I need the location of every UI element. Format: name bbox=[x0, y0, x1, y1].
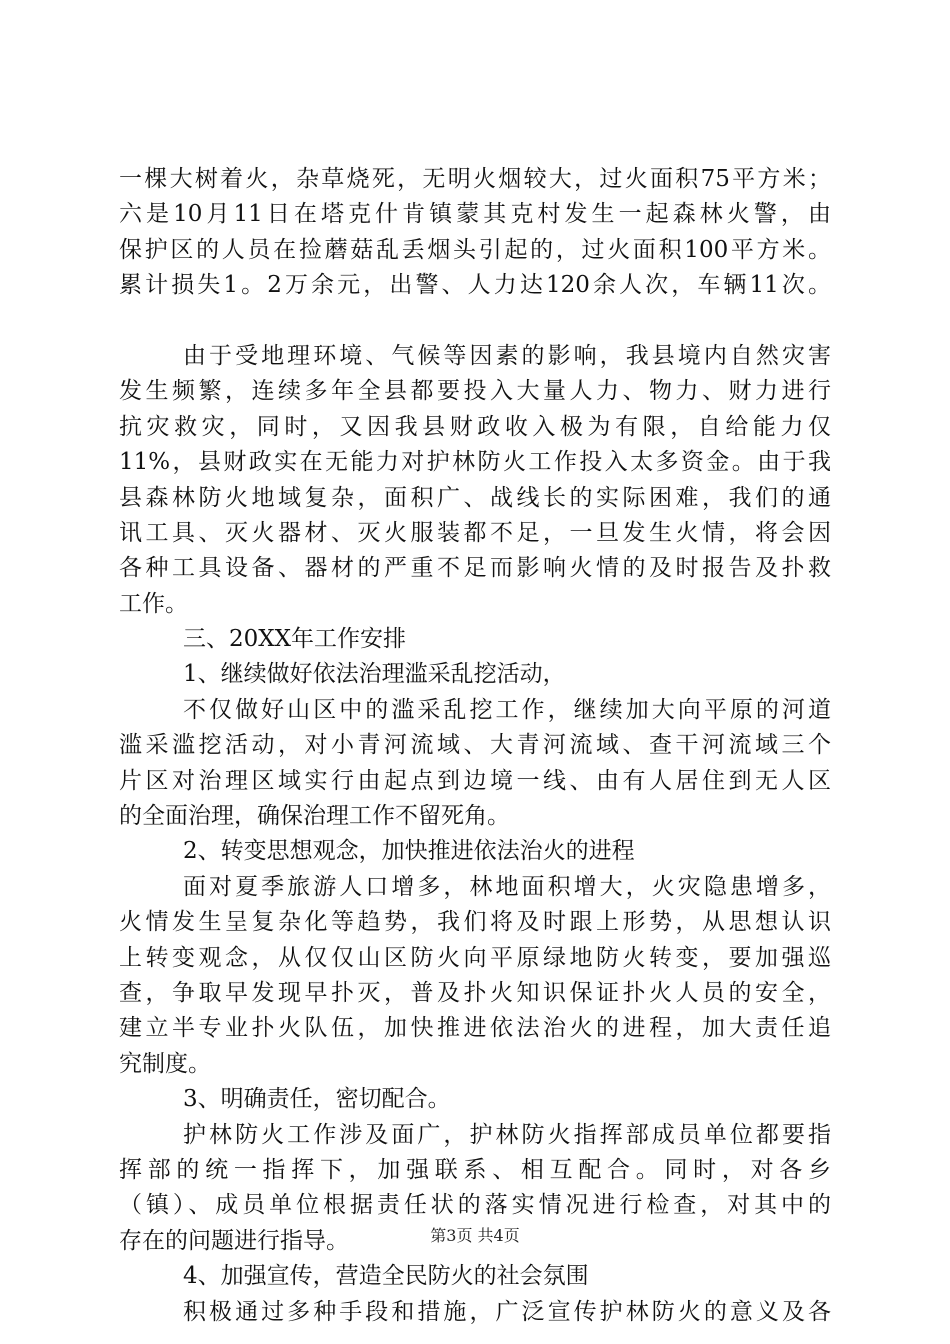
text-line: 火情发生呈复杂化等趋势，我们将及时跟上形势，从思想认识 bbox=[119, 909, 831, 936]
document-body bbox=[119, 162, 831, 1330]
text-line: 讯工具、灭火器材、灭火服装都不足，一旦发生火情，将会因 bbox=[119, 519, 831, 546]
subsection-heading: 2、转变思想观念，加快推进依法治火的进程 bbox=[183, 838, 635, 865]
text-line: 抗灾救灾，同时，又因我县财政收入极为有限，自给能力仅 bbox=[119, 413, 831, 440]
text-line: 累计损失1。2万余元，出警、人力达120余人次，车辆11次。 bbox=[119, 272, 831, 299]
page-number-footer: 第3页 共4页 bbox=[430, 1226, 520, 1245]
text-line: 一棵大树着火，杂草烧死，无明火烟较大，过火面积75平方米； bbox=[119, 166, 831, 192]
text-line: 不仅做好山区中的滥采乱挖工作，继续加大向平原的河道 bbox=[183, 696, 831, 723]
text-line: 面对夏季旅游人口增多，林地面积增大，火灾隐患增多， bbox=[183, 873, 831, 900]
text-line: 究制度。 bbox=[119, 1050, 211, 1077]
subsection-heading: 1、继续做好依法治理滥采乱挖活动， bbox=[183, 661, 566, 688]
text-line: （镇）、成员单位根据责任状的落实情况进行检查，对其中的 bbox=[119, 1192, 831, 1219]
section-heading: 三、20XX年工作安排 bbox=[183, 626, 407, 653]
text-line: 发生频繁，连续多年全县都要投入大量人力、物力、财力进行 bbox=[119, 378, 831, 405]
text-line: 建立半专业扑火队伍，加快推进依法治火的进程，加大责任追 bbox=[119, 1015, 831, 1042]
subsection-heading: 4、加强宣传，营造全民防火的社会氛围 bbox=[183, 1263, 589, 1290]
text-line: 片区对治理区域实行由起点到边境一线、由有人居住到无人区 bbox=[119, 767, 831, 794]
text-line: 六是10月11日在塔克什肯镇蒙其克村发生一起森林火警，由 bbox=[119, 201, 831, 228]
text-line: 挥部的统一指挥下，加强联系、相互配合。同时，对各乡 bbox=[119, 1156, 831, 1183]
text-line: 保护区的人员在捡蘑菇乱丢烟头引起的，过火面积100平方米。 bbox=[119, 236, 831, 263]
text-line: 11%，县财政实在无能力对护林防火工作投入太多资金。由于我 bbox=[119, 449, 831, 476]
text-line: 存在的问题进行指导。 bbox=[119, 1227, 349, 1254]
text-line: 上转变观念，从仅仅山区防火向平原绿地防火转变，要加强巡 bbox=[119, 944, 831, 971]
text-line: 各种工具设备、器材的严重不足而影响火情的及时报告及扑救 bbox=[119, 555, 831, 582]
text-line: 积极通过多种手段和措施，广泛宣传护林防火的意义及各 bbox=[183, 1298, 831, 1325]
text-line: 由于受地理环境、气候等因素的影响，我县境内自然灾害 bbox=[183, 342, 831, 369]
text-line: 工作。 bbox=[119, 590, 188, 617]
text-line: 的全面治理，确保治理工作不留死角。 bbox=[119, 803, 510, 830]
text-line: 县森林防火地域复杂，面积广、战线长的实际困难，我们的通 bbox=[119, 484, 831, 511]
text-line: 查，争取早发现早扑灭，普及扑火知识保证扑火人员的安全， bbox=[119, 979, 831, 1006]
text-line: 护林防火工作涉及面广，护林防火指挥部成员单位都要指 bbox=[183, 1121, 831, 1148]
text-line: 滥采滥挖活动，对小青河流域、大青河流域、查干河流域三个 bbox=[119, 732, 831, 759]
paragraph-gap bbox=[119, 304, 831, 339]
subsection-heading: 3、明确责任，密切配合。 bbox=[183, 1086, 451, 1113]
